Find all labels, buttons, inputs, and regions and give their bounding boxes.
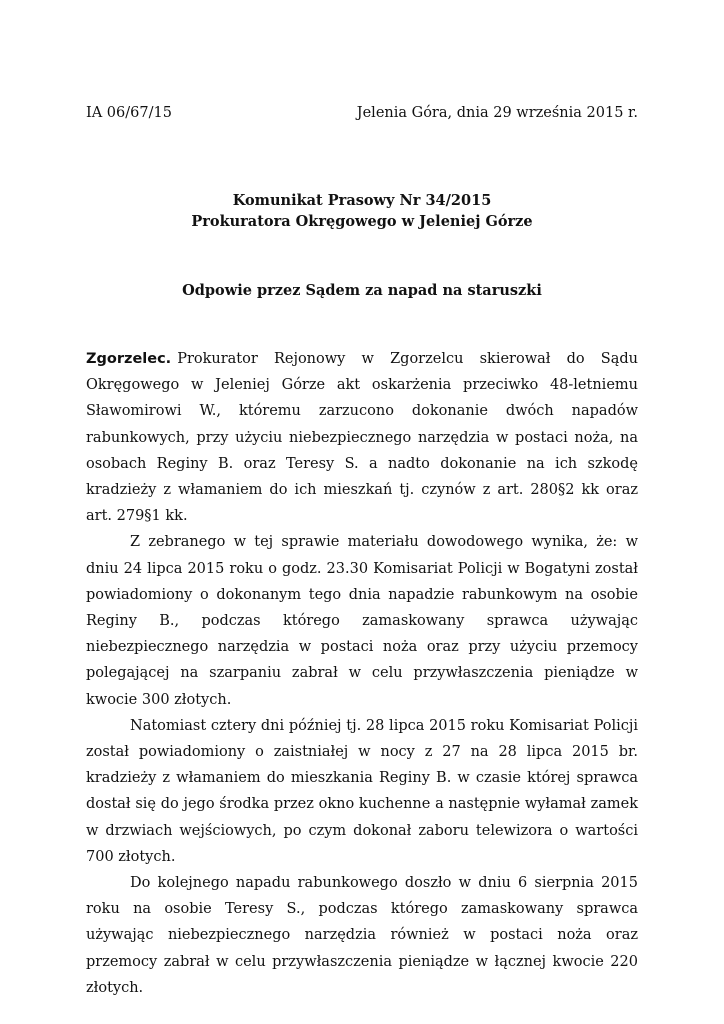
document-title	[86, 190, 638, 232]
document-body	[86, 346, 638, 1001]
title-line-2: Prokuratora Okręgowego w Jeleniej Górze	[191, 213, 533, 230]
body-paragraph-2: Z zebranego w tej sprawie materiału dowodowego wynika, że: w dniu 24 lipca 2015 roku o godz. 23.30 Komisariat Policji w Bogatyni został powiadomiony o dokonanym tego dnia napadzie rabunkowym na osobie Reginy B., podczas którego zamaskowany sprawca używając niebezpiecznego narzędzia w postaci noża oraz przy użyciu przemocy polegającej na szarpaniu zabrał w celu przywłaszczenia pieniądze w kwocie 300 złotych.	[86, 534, 638, 708]
case-reference: IA 06/67/15	[86, 105, 172, 121]
city-dateline: Zgorzelec.	[86, 351, 172, 367]
title-line-1: Komunikat Prasowy Nr 34/2015	[232, 192, 492, 209]
paragraph-1-text: Prokurator Rejonowy w Zgorzelcu skierował do Sądu Okręgowego w Jeleniej Górze akt oskarżenia przeciwko 48-letniemu Sławomirowi W., któremu zarzucono dokonanie dwóch napadów rabunkowych, przy użyciu niebezpiecznego narzędzia w postaci noża, na osobach Reginy B. oraz Teresy S. a nadto dokonanie na ich szkodę kradzieży z włamaniem do ich mieszkań tj. czynów z art. 280§2 kk oraz art. 279§1 kk.	[86, 351, 638, 525]
place-and-date: Jelenia Góra, dnia 29 września 2015 r.	[356, 105, 638, 121]
press-headline: Odpowie przez Sądem za napad na staruszki	[182, 282, 542, 299]
body-paragraph-4: Do kolejnego napadu rabunkowego doszło w dniu 6 sierpnia 2015 roku na osobie Teresy S., podczas którego zamaskowany sprawca używając niebezpiecznego narzędzia również w postaci noża oraz przemocy zabrał w celu przywłaszczenia pieniądze w łącznej kwocie 220 złotych.	[86, 875, 638, 996]
body-paragraph-3: Natomiast cztery dni później tj. 28 lipca 2015 roku Komisariat Policji został powiadomiony o zaistniałej w nocy z 27 na 28 lipca 2015 br. kradzieży z włamaniem do mieszkania Reginy B. w czasie której sprawca dostał się do jego środka przez okno kuchenne a następnie wyłamał zamek w drzwiach wejściowych, po czym dokonał zaboru telewizora o wartości 700 złotych.	[86, 717, 638, 865]
body-paragraph-1	[86, 346, 638, 529]
